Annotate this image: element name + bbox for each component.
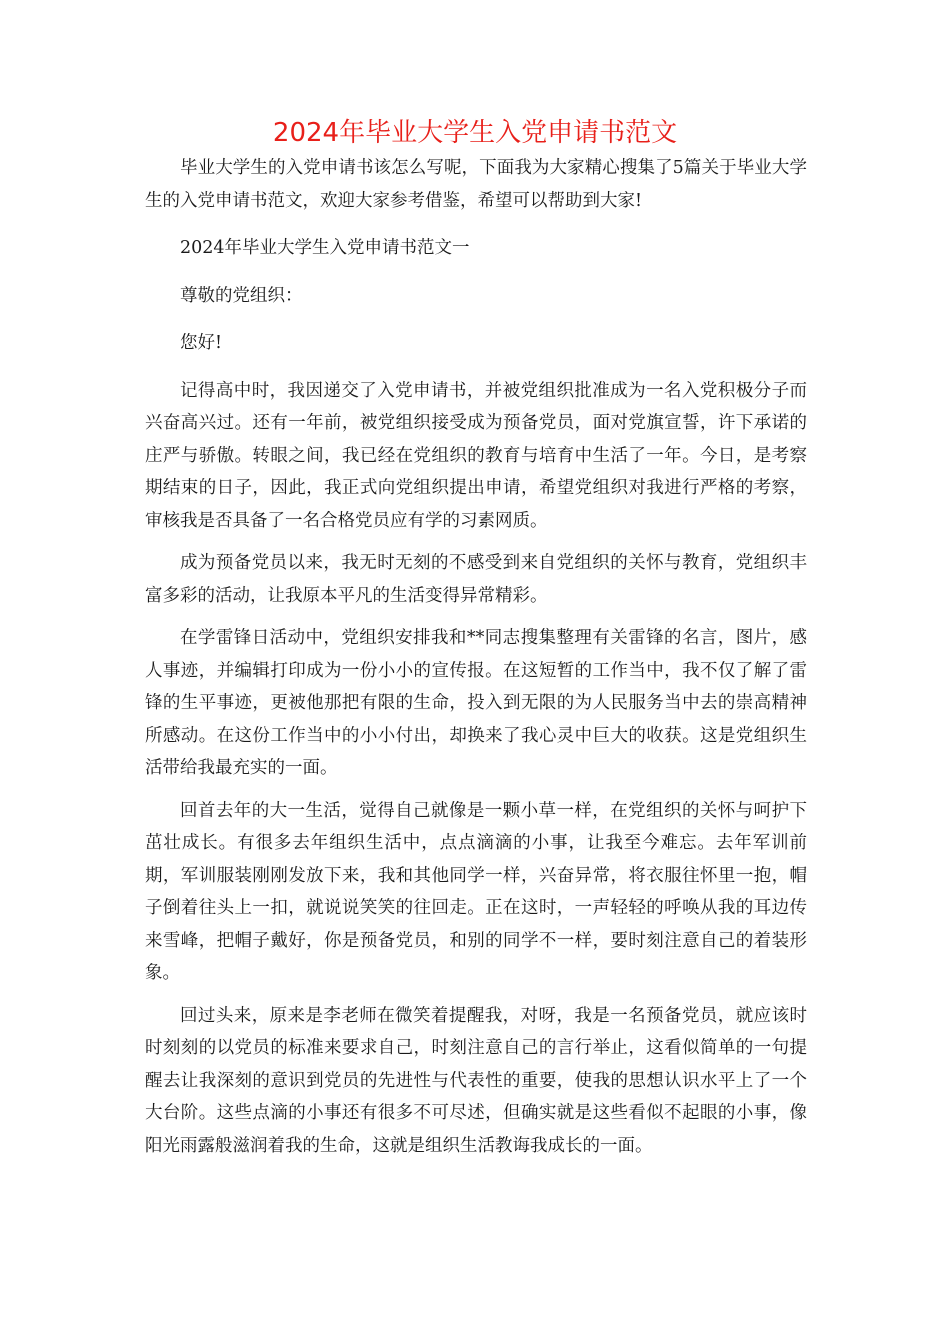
salutation: 尊敬的党组织： (180, 285, 303, 306)
document-body (145, 152, 807, 1162)
body-paragraph: 在学雷锋日活动中，党组织安排我和**同志搜集整理有关雷锋的名言，图片，感人事迹，并编辑打印成为一份小小的宣传报。在这短暂的工作当中，我不仅了解了雷锋的生平事迹，更被他那把有限的生命，投入到无限的为人民服务当中去的崇高精神所感动。在这份工作当中的小小付出，却换来了我心灵中巨大的收获。这是党组织生活带给我最充实的一面。 (145, 628, 807, 778)
body-paragraph: 记得高中时，我因递交了入党申请书，并被党组织批准成为一名入党积极分子而兴奋高兴过。还有一年前，被党组织接受成为预备党员，面对党旗宣誓，许下承诺的庄严与骄傲。转眼之间，我已经在党组织的教育与培育中生活了一年。今日，是考察期结束的日子，因此，我正式向党组织提出申请，希望党组织对我进行严格的考察，审核我是否具备了一名合格党员应有学的习素网质。 (145, 380, 807, 531)
essay-subtitle: 2024年毕业大学生入党申请书范文一 (180, 238, 470, 258)
intro-paragraph: 毕业大学生的入党申请书该怎么写呢，下面我为大家精心搜集了5篇关于毕业大学生的入党申请书范文，欢迎大家参考借鉴，希望可以帮助到大家! (145, 158, 807, 211)
body-paragraph: 回首去年的大一生活，觉得自己就像是一颗小草一样，在党组织的关怀与呵护下茁壮成长。有很多去年组织生活中，点点滴滴的小事，让我至今难忘。去年军训前期，军训服装刚刚发放下来，我和其他同学一样，兴奋异常，将衣服往怀里一抱，帽子倒着往头上一扣，就说说笑笑的往回走。正在这时，一声轻轻的呼唤从我的耳边传来雪峰，把帽子戴好，你是预备党员，和别的同学不一样，要时刻注意自己的着装形象。 (145, 800, 807, 983)
greeting: 您好! (180, 333, 223, 353)
body-paragraph: 成为预备党员以来，我无时无刻的不感受到来自党组织的关怀与教育，党组织丰富多彩的活动，让我原本平凡的生活变得异常精彩。 (145, 553, 807, 606)
body-paragraph: 回过头来，原来是李老师在微笑着提醒我，对呀，我是一名预备党员，就应该时时刻刻的以党员的标准来要求自己，时刻注意自己的言行举止，这看似简单的一句提醒去让我深刻的意识到党员的先进性与代表性的重要，使我的思想认识水平上了一个大台阶。这些点滴的小事还有很多不可尽述，但确实就是这些看似不起眼的小事，像阳光雨露般滋润着我的生命，这就是组织生活教诲我成长的一面。 (145, 1005, 807, 1156)
document-title: 2024年毕业大学生入党申请书范文 (272, 118, 678, 148)
